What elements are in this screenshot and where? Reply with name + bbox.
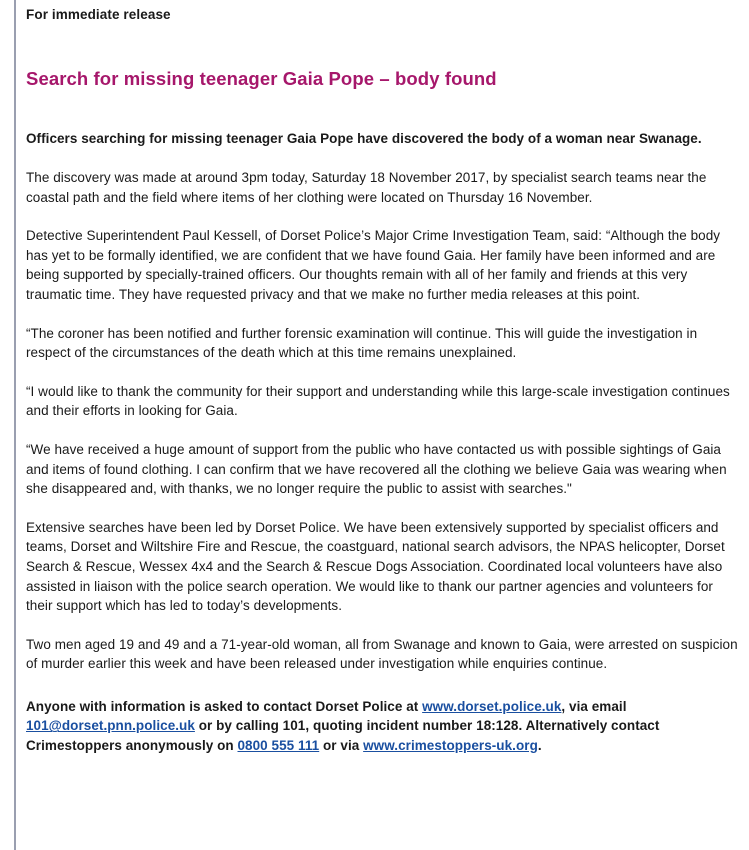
body-paragraph: “I would like to thank the community for their support and understanding while this large-scale investigation continues and their efforts in looking for Gaia. — [26, 383, 730, 419]
left-vertical-rule — [14, 0, 16, 850]
body-paragraph: “We have received a huge amount of support from the public who have contacted us with possible sightings of Gaia and items of found clothing. I can confirm that we have recovered all the clothing we believe Gaia was wearing when she disappeared and, with thanks, we no longer require the public to assist with searches." — [26, 441, 727, 497]
lead-paragraph: Officers searching for missing teenager Gaia Pope have discovered the body of a woman near Swanage. — [26, 131, 702, 146]
body-paragraph: Extensive searches have been led by Dorset Police. We have been extensively supported by specialist officers and teams, Dorset and Wiltshire Fire and Rescue, the coastguard, national search advisors, the NPAS helicopter, Dorset Search & Rescue, Wessex 4x4 and the Search & Rescue Dogs Association. Coordinated local volunteers have also assisted in liaison with the police search operation. We would like to thank our partner agencies and volunteers for their support which has led to today’s developments. — [26, 519, 725, 614]
link-dorset-police-website[interactable]: www.dorset.police.uk — [422, 698, 562, 714]
link-email-address[interactable]: 101@dorset.pnn.police.uk — [26, 718, 195, 734]
body-paragraph: Two men aged 19 and 49 and a 71-year-old woman, all from Swanage and known to Gaia, were arrested on suspicion of murder earlier this week and have been released under investigation while enquiries continue. — [26, 636, 738, 672]
document-content — [26, 0, 738, 756]
link-crimestoppers-phone[interactable]: 0800 555 111 — [237, 738, 320, 754]
contact-text-1: Anyone with information is asked to contact Dorset Police at — [26, 698, 423, 714]
body-paragraph: The discovery was made at around 3pm today, Saturday 18 November 2017, by specialist search teams near the coastal path and the field where items of her clothing were located on Thursday 16 November. — [26, 170, 707, 205]
contact-paragraph — [26, 697, 738, 756]
body-paragraph: Detective Superintendent Paul Kessell, of Dorset Police’s Major Crime Investigation Team, said: “Although the body has yet to be formally identified, we are confident that we have found Gaia. Her family have been informed and are being supported by specially-trained officers. Our thoughts remain with all of her family and friends at this very traumatic time. They have requested privacy and that we make no further media releases at this point. — [26, 228, 721, 302]
contact-text-4: or via — [319, 738, 364, 754]
body-paragraph: “The coroner has been notified and further forensic examination will continue. This will guide the investigation in respect of the circumstances of the death which at this time remains unexplained. — [26, 325, 698, 361]
contact-text-5: . — [537, 738, 542, 754]
contact-text-2: , via email — [561, 698, 627, 714]
contact-text-3: or by calling 101, quoting incident number 18:128. Alternatively contact Crimestoppers anonymously on — [26, 718, 660, 754]
link-crimestoppers-website[interactable]: www.crimestoppers-uk.org — [363, 738, 538, 754]
page-title: Search for missing teenager Gaia Pope – body found — [26, 68, 497, 89]
release-line: For immediate release — [26, 7, 171, 22]
